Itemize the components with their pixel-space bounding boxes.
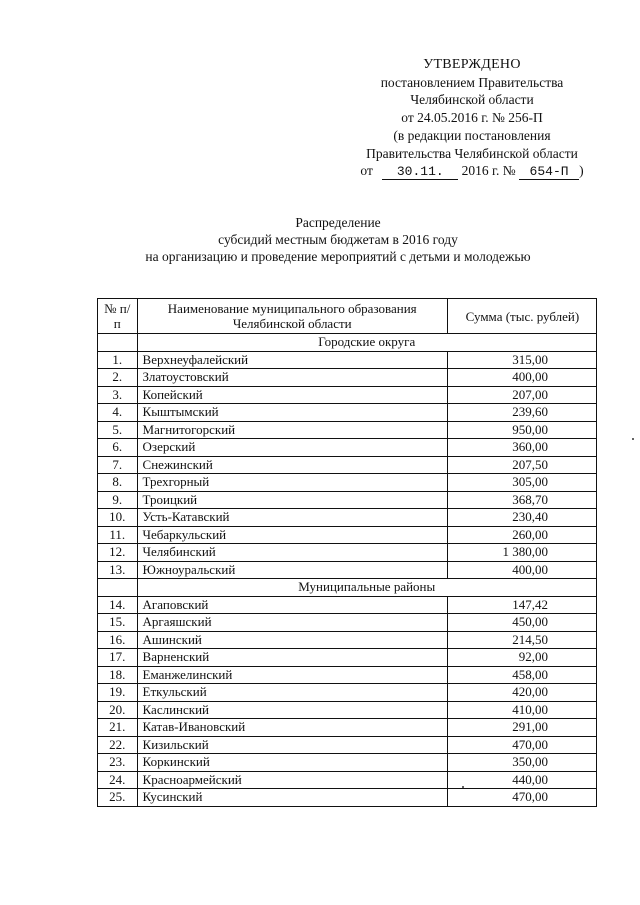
municipality-name: Кусинский: [137, 789, 447, 807]
table-row: [98, 736, 597, 754]
date-suffix: ): [579, 163, 584, 179]
table-row: [98, 684, 597, 702]
row-number: 18.: [98, 666, 138, 684]
municipality-name: Чебаркульский: [137, 526, 447, 544]
subsidy-amount: 207,00: [447, 386, 596, 404]
approval-heading: УТВЕРЖДЕНО: [423, 57, 521, 72]
subsidy-amount: 214,50: [447, 631, 596, 649]
row-number: 21.: [98, 719, 138, 737]
municipality-name: Снежинский: [137, 456, 447, 474]
table-row: [98, 719, 597, 737]
row-number: 14.: [98, 596, 138, 614]
table-row: [98, 369, 597, 387]
municipality-name: Озерский: [137, 439, 447, 457]
subsidy-amount: 1 380,00: [447, 544, 596, 562]
row-number: 16.: [98, 631, 138, 649]
subsidy-amount: 400,00: [447, 369, 596, 387]
section-row: [98, 334, 597, 352]
subsidy-amount: 368,70: [447, 491, 596, 509]
row-number: 24.: [98, 771, 138, 789]
table-row: [98, 771, 597, 789]
row-number: 11.: [98, 526, 138, 544]
row-number: 7.: [98, 456, 138, 474]
subsidy-amount: 92,00: [447, 649, 596, 667]
subsidy-amount: 470,00: [447, 789, 596, 807]
subsidy-amount: 410,00: [447, 701, 596, 719]
municipality-name: Агаповский: [137, 596, 447, 614]
row-number: 15.: [98, 614, 138, 632]
title-line: субсидий местным бюджетам в 2016 году: [218, 232, 458, 247]
section-row: [98, 579, 597, 597]
municipality-name: Ашинский: [137, 631, 447, 649]
header-municipality: Наименование муниципального образования Челябинской области: [137, 299, 447, 334]
scan-speck: [462, 786, 464, 788]
subsidy-amount: 458,00: [447, 666, 596, 684]
table-row: [98, 596, 597, 614]
subsidy-amount: 470,00: [447, 736, 596, 754]
municipality-name: Еманжелинский: [137, 666, 447, 684]
table-row: [98, 509, 597, 527]
subsidy-amount: 291,00: [447, 719, 596, 737]
subsidy-amount: 147,42: [447, 596, 596, 614]
row-number: 13.: [98, 561, 138, 579]
date-prefix: от: [360, 163, 373, 179]
row-number: 23.: [98, 754, 138, 772]
row-number: 2.: [98, 369, 138, 387]
approval-stamp: [330, 56, 614, 180]
amendment-number: 654-П: [519, 164, 579, 180]
table-row: [98, 544, 597, 562]
table-row: [98, 404, 597, 422]
section-title: Муниципальные районы: [137, 579, 596, 597]
approval-line: постановлением Правительства: [380, 74, 564, 90]
approval-line: Правительства Челябинской области: [366, 145, 578, 161]
table-row: [98, 701, 597, 719]
row-number: 9.: [98, 491, 138, 509]
row-number: 1.: [98, 351, 138, 369]
subsidy-amount: 305,00: [447, 474, 596, 492]
table-row: [98, 666, 597, 684]
municipality-name: Аргаяшский: [137, 614, 447, 632]
municipality-name: Коркинский: [137, 754, 447, 772]
subsidy-amount: 315,00: [447, 351, 596, 369]
municipality-name: Каслинский: [137, 701, 447, 719]
municipality-name: Троицкий: [137, 491, 447, 509]
row-number: 19.: [98, 684, 138, 702]
section-number-cell: [98, 334, 138, 352]
amendment-date: 30.11.: [382, 164, 458, 180]
date-mid: 2016 г. №: [461, 163, 516, 179]
table-row: [98, 526, 597, 544]
table-row: [98, 491, 597, 509]
subsidy-amount: 450,00: [447, 614, 596, 632]
table-row: [98, 649, 597, 667]
table-header-row: [98, 299, 597, 334]
row-number: 25.: [98, 789, 138, 807]
subsidy-amount: 239,60: [447, 404, 596, 422]
municipality-name: Челябинский: [137, 544, 447, 562]
table-body: [98, 334, 597, 807]
row-number: 4.: [98, 404, 138, 422]
subsidy-amount: 950,00: [447, 421, 596, 439]
amendment-date-line: [330, 162, 614, 180]
municipality-name: Кизильский: [137, 736, 447, 754]
table-row: [98, 421, 597, 439]
approval-line: (в редакции постановления: [393, 127, 551, 143]
table-row: [98, 561, 597, 579]
table-row: [98, 386, 597, 404]
subsidy-amount: 350,00: [447, 754, 596, 772]
subsidy-amount: 207,50: [447, 456, 596, 474]
approval-line: Челябинской области: [410, 92, 534, 108]
row-number: 17.: [98, 649, 138, 667]
municipality-name: Магнитогорский: [137, 421, 447, 439]
distribution-table: [97, 298, 597, 807]
row-number: 10.: [98, 509, 138, 527]
document-title: [0, 214, 640, 265]
municipality-name: Трехгорный: [137, 474, 447, 492]
table-row: [98, 456, 597, 474]
table-row: [98, 351, 597, 369]
table-row: [98, 789, 597, 807]
municipality-name: Южноуральский: [137, 561, 447, 579]
row-number: 6.: [98, 439, 138, 457]
header-amount: Сумма (тыс. рублей): [447, 299, 596, 334]
section-number-cell: [98, 579, 138, 597]
section-title: Городские округа: [137, 334, 596, 352]
municipality-name: Катав-Ивановский: [137, 719, 447, 737]
table-row: [98, 474, 597, 492]
approval-decree-date: от 24.05.2016 г. № 256-П: [401, 110, 543, 126]
municipality-name: Кыштымский: [137, 404, 447, 422]
table-row: [98, 614, 597, 632]
subsidy-amount: 440,00: [447, 771, 596, 789]
row-number: 5.: [98, 421, 138, 439]
row-number: 20.: [98, 701, 138, 719]
row-number: 3.: [98, 386, 138, 404]
subsidy-amount: 420,00: [447, 684, 596, 702]
municipality-name: Златоустовский: [137, 369, 447, 387]
row-number: 12.: [98, 544, 138, 562]
municipality-name: Красноармейский: [137, 771, 447, 789]
table-row: [98, 754, 597, 772]
scan-speck: [632, 438, 634, 440]
header-number: № п/п: [98, 299, 138, 334]
table-row: [98, 631, 597, 649]
municipality-name: Верхнеуфалейский: [137, 351, 447, 369]
municipality-name: Усть-Катавский: [137, 509, 447, 527]
table-row: [98, 439, 597, 457]
subsidy-amount: 360,00: [447, 439, 596, 457]
municipality-name: Копейский: [137, 386, 447, 404]
row-number: 22.: [98, 736, 138, 754]
row-number: 8.: [98, 474, 138, 492]
subsidy-amount: 400,00: [447, 561, 596, 579]
municipality-name: Еткульский: [137, 684, 447, 702]
municipality-name: Варненский: [137, 649, 447, 667]
subsidy-amount: 260,00: [447, 526, 596, 544]
title-line: Распределение: [295, 215, 381, 230]
subsidy-amount: 230,40: [447, 509, 596, 527]
title-line: на организацию и проведение мероприятий с детьми и молодежью: [145, 249, 531, 264]
